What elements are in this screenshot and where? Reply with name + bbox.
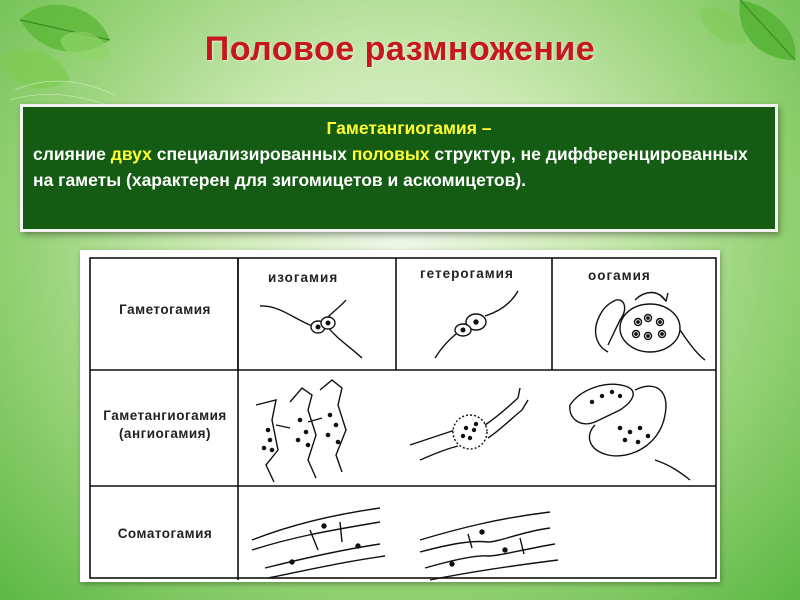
row-label-gametogamy: Гаметогамия [119, 302, 211, 317]
reproduction-table [80, 250, 720, 582]
page-title: Половое размножение [204, 30, 596, 68]
gametangiogamy-ascomycete-drawing [570, 384, 690, 480]
definition-highlight-2: половых [351, 144, 430, 164]
definition-box [20, 104, 778, 232]
definition-highlight-1: двух [110, 144, 152, 164]
definition-text-3: структур, не дифференцированных на гаметы (характерен для зигомицетов и аскомицетов). [33, 144, 748, 190]
somatogamy-right-drawing [420, 512, 558, 580]
gametangiogamy-zygospore-drawing [410, 388, 528, 460]
column-label-isogamy: изогамия [268, 270, 339, 285]
row-label-gametangiogamy: Гаметангиогамия [103, 408, 227, 423]
heterogamy-drawing [435, 291, 518, 358]
oogamy-drawing [596, 293, 705, 361]
column-label-heterogamy: гетерогамия [420, 266, 514, 281]
definition-text-1: слияние [33, 144, 111, 164]
isogamy-drawing [260, 300, 362, 358]
gametangiogamy-zygomycete-drawing [256, 380, 346, 482]
definition-text-2: специализированных [151, 144, 352, 164]
row-label-angiogamy: (ангиогамия) [118, 426, 212, 441]
row-label-somatogamy: Соматогамия [117, 526, 213, 541]
definition-term: Гаметангиогамия – [326, 118, 492, 138]
column-label-oogamy: оогамия [588, 268, 651, 283]
somatogamy-left-drawing [252, 508, 385, 578]
